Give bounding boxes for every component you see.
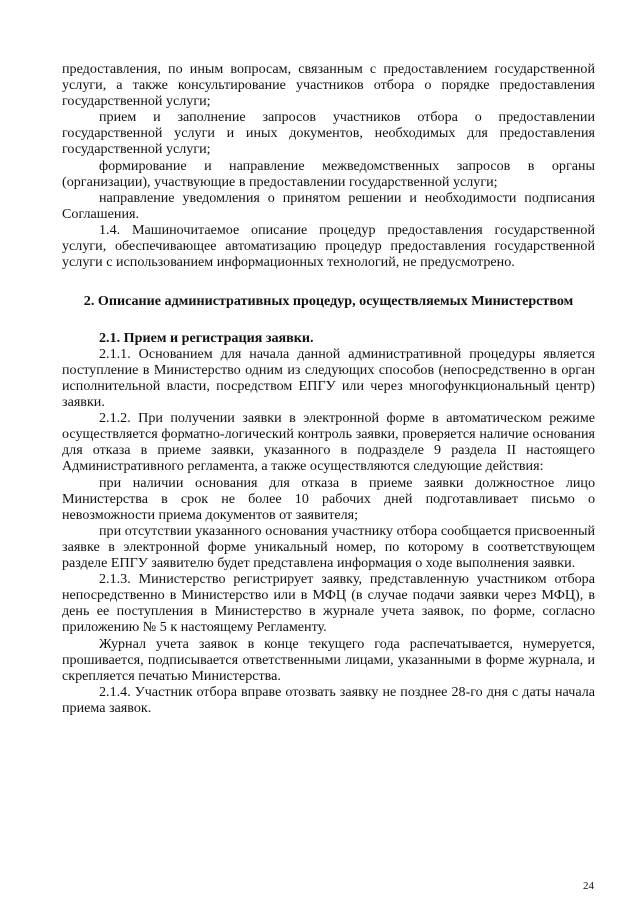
- subsection-heading: 2.1. Прием и регистрация заявки.: [99, 329, 314, 346]
- paragraph-2-1-2: 2.1.2. При получении заявки в электронной форме в автоматическом режиме осуществляется форматно-логический контроль заявки, проверяется наличие основания для отказа в приеме заявки, указанного в подразделе 9 раздела II настоящего Административного регламента, а также осуществляются следующие действия:: [62, 410, 595, 475]
- paragraph-2-1-4: 2.1.4. Участник отбора вправе отозвать заявку не позднее 28-го дня с даты начала приема заявок.: [62, 683, 595, 716]
- document-page: [62, 61, 595, 716]
- section-heading: 2. Описание административных процедур, осуществляемых Министерством: [83, 293, 574, 310]
- paragraph-interagency-requests: формирование и направление межведомственных запросов в органы (организации), участвующие в предоставлении государственной услуги;: [62, 157, 595, 190]
- paragraph-2-1-3: 2.1.3. Министерство регистрирует заявку, представленную участником отбора непосредственно в Министерство или в МФЦ (в случае подачи заявки через МФЦ), в день ее поступления в Министерство в журнале учета заявок, по форме, согласно приложению № 5 к настоящему Регламенту.: [62, 571, 595, 636]
- paragraph-decision-notice: направление уведомления о принятом решении и необходимости подписания Соглашения.: [62, 189, 595, 222]
- page-number: 24: [583, 880, 594, 892]
- paragraph-request-intake: прием и заполнение запросов участников отбора о предоставлении государственной услуги и иных документов, необходимых для предоставления государственной услуги;: [62, 109, 595, 158]
- paragraph-unique-number: при отсутствии указанного основания участнику отбора сообщается присвоенный заявке в электронной форме уникальный номер, по которому в соответствующем разделе ЕПГУ заявителю будет представлена информация о ходе выполнения заявки.: [62, 522, 595, 572]
- paragraph-consultation: предоставления, по иным вопросам, связанным с предоставлением государственной услуги, а также консультирование участников отбора о порядке предоставления государственной услуги;: [62, 61, 595, 110]
- paragraph-2-1-1: 2.1.1. Основанием для начала данной административной процедуры является поступление в Министерство одним из следующих способов (непосредственно в орган исполнительной власти, посредством ЕПГУ или через многофункциональный центр) заявки.: [62, 345, 595, 411]
- paragraph-refusal-grounds: при наличии основания для отказа в приеме заявки должностное лицо Министерства в срок не более 10 рабочих дней подготавливает письмо о невозможности приема документов от заявителя;: [62, 474, 595, 523]
- paragraph-journal: Журнал учета заявок в конце текущего года распечатывается, нумеруется, прошивается, подписывается ответственными лицами, указанными в форме журнала, и скрепляется печатью Министерства.: [62, 635, 595, 684]
- paragraph-1-4: 1.4. Машиночитаемое описание процедур предоставления государственной услуги, обеспечивающее автоматизацию процедур предоставления государственной услуги с использованием информационных технологий, не предусмотрено.: [62, 221, 595, 271]
